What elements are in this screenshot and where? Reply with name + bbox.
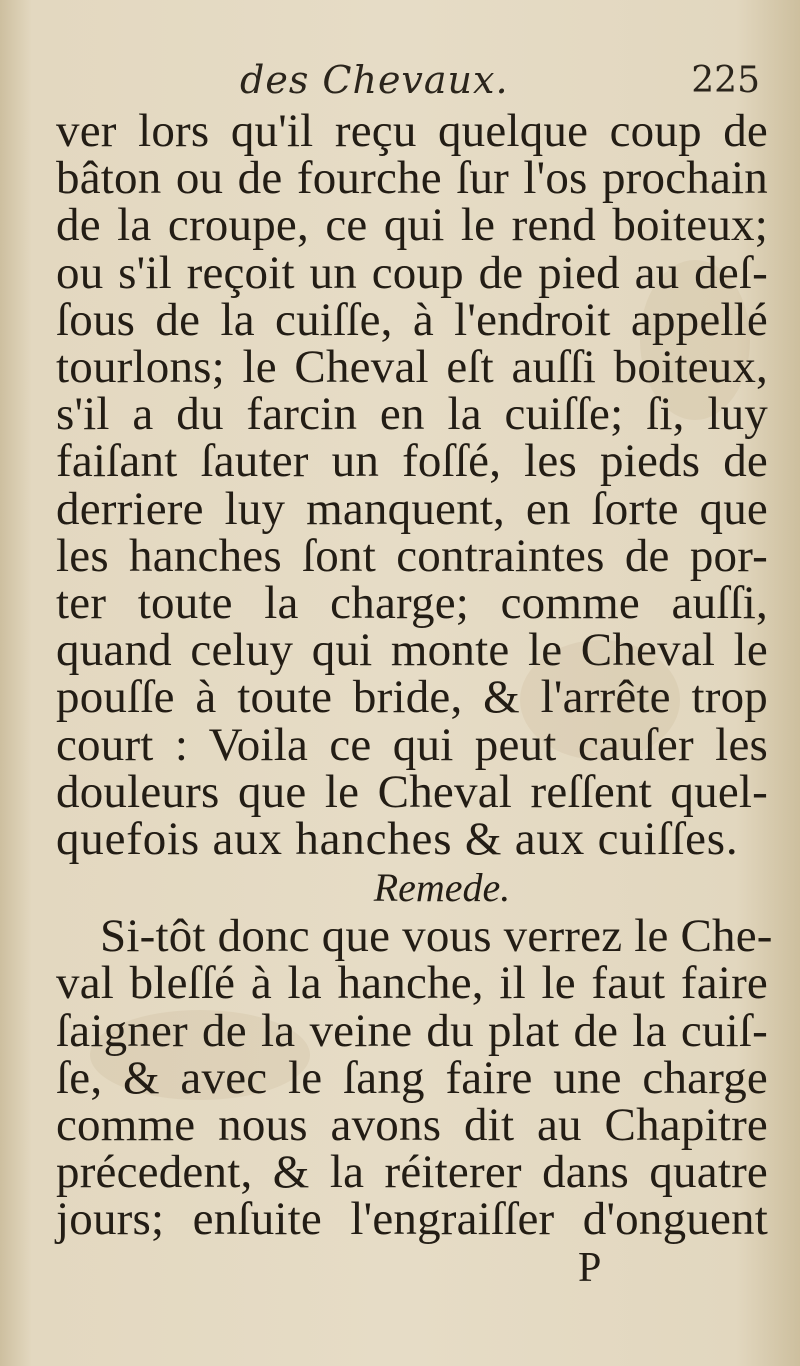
text-line: ſous de la cuiſſe, à l'endroit appellé	[56, 293, 768, 346]
text-line: faiſant ſauter un foſſé, les pieds de	[56, 435, 768, 488]
body-text	[56, 105, 773, 1246]
text-line: val bleſſé à la hanche, il le faut faire	[56, 957, 768, 1010]
text-line: quand celuy qui monte le Cheval le	[56, 624, 768, 677]
page-number: 225	[691, 60, 760, 101]
running-title: des Chevaux.	[240, 58, 509, 102]
text-line: ſe, & avec le ſang faire une charge	[56, 1051, 768, 1104]
text-line: de la croupe, ce qui le rend boiteux;	[56, 199, 768, 252]
text-line: Si-tôt donc que vous verrez le Che-	[100, 910, 773, 963]
text-line: ſaigner de la veine du plat de la cuiſ-	[56, 1004, 768, 1057]
text-line: derriere luy manquent, en ſorte que	[56, 482, 768, 535]
text-line: bâton ou de fourche ſur l'os prochain	[56, 152, 768, 205]
text-line: précedent, & la réiterer dans quatre	[56, 1146, 768, 1199]
signature-mark: P	[578, 1245, 602, 1291]
text-line: jours; enſuite l'engraiſſer d'onguent	[56, 1193, 768, 1246]
text-line: douleurs que le Cheval reſſent quel-	[56, 765, 768, 818]
text-line: court : Voila ce qui peut cauſer les	[56, 718, 768, 771]
text-line: ter toute la charge; comme auſſi,	[56, 577, 768, 630]
text-line: quefois aux hanches & aux cuiſſes.	[56, 813, 739, 866]
section-heading: Remede.	[373, 865, 511, 911]
text-line: comme nous avons dit au Chapitre	[56, 1099, 768, 1152]
text-line: s'il a du farcin en la cuiſſe; ſi, luy	[56, 388, 768, 441]
running-head	[60, 58, 760, 108]
text-line: pouſſe à toute bride, & l'arrête trop	[56, 671, 768, 724]
text-line: les hanches ſont contraintes de por-	[56, 529, 768, 582]
text-line: ver lors qu'il reçu quelque coup de	[56, 105, 768, 157]
text-line: ou s'il reçoit un coup de pied au deſ-	[56, 246, 768, 299]
text-line: tourlons; le Cheval eſt auſſi boiteux,	[56, 341, 768, 394]
